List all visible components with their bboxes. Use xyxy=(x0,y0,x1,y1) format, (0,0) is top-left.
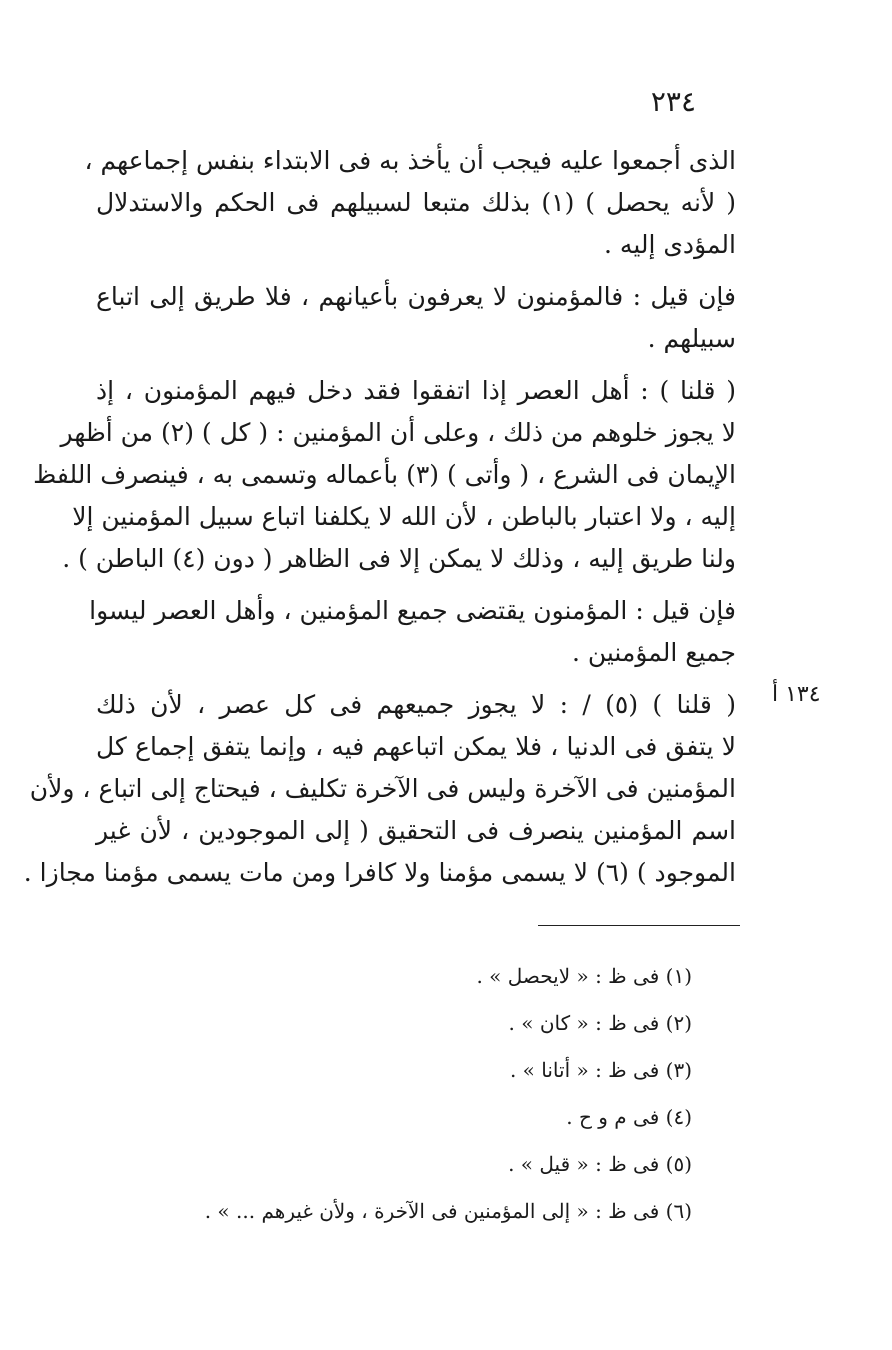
paragraph-4 xyxy=(89,590,736,674)
footnote-2: (٢) فى ظ : « كان » . xyxy=(508,1011,692,1035)
text-line: اسم المؤمنين ينصرف فى التحقيق ( إلى الموجودين ، لأن غير xyxy=(96,816,736,845)
footnote-divider xyxy=(538,925,740,926)
main-text xyxy=(23,140,736,904)
page-number: ٢٣٤ xyxy=(650,85,696,118)
text-line: فإن قيل : المؤمنون يقتضى جميع المؤمنين ، وأهل العصر ليسوا xyxy=(89,596,736,625)
text-line: سبيلهم . xyxy=(647,324,736,353)
footnote-5: (٥) فى ظ : « قيل » . xyxy=(508,1152,692,1176)
text-line: ( لأنه يحصل ) (١) بذلك متبعا لسبيلهم فى الحكم والاستدلال xyxy=(96,188,736,217)
text-line: ( قلنا ) : أهل العصر إذا اتفقوا فقد دخل فيهم المؤمنون ، إذ xyxy=(96,376,736,405)
footnote-4: (٤) فى م و ح . xyxy=(566,1105,692,1129)
text-line: جميع المؤمنين . xyxy=(571,638,736,667)
text-line: الموجود ) (٦) لا يسمى مؤمنا ولا كافرا ومن مات يسمى مؤمنا مجازا . xyxy=(23,858,736,887)
manuscript-folio-note: ١٣٤ أ xyxy=(772,682,821,707)
text-line: لا يتفق فى الدنيا ، فلا يمكن اتباعهم فيه ، وإنما يتفق إجماع كل xyxy=(96,732,736,761)
paragraph-5 xyxy=(23,684,736,894)
footnote-3: (٣) فى ظ : « أتانا » . xyxy=(509,1058,692,1082)
text-line: ( قلنا ) (٥) / : لا يجوز جميعهم فى كل عصر ، لأن ذلك xyxy=(96,690,736,719)
text-line: المؤمنين فى الآخرة وليس فى الآخرة تكليف ، فيحتاج إلى اتباع ، ولأن xyxy=(29,774,736,803)
text-line: لا يجوز خلوهم من ذلك ، وعلى أن المؤمنين : ( كل ) (٢) من أظهر xyxy=(60,418,736,447)
footnote-6: (٦) فى ظ : « إلى المؤمنين فى الآخرة ، ولأن غيرهم ... » . xyxy=(204,1199,692,1223)
text-line: الإيمان فى الشرع ، ( وأتى ) (٣) بأعماله وتسمى به ، فينصرف اللفظ xyxy=(33,460,736,489)
text-line: المؤدى إليه . xyxy=(604,230,736,259)
text-line: الذى أجمعوا عليه فيجب أن يأخذ به فى الابتداء بنفس إجماعهم ، xyxy=(84,146,736,175)
paragraph-3 xyxy=(33,370,736,580)
text-line: إليه ، ولا اعتبار بالباطن ، لأن الله لا يكلفنا اتباع سبيل المؤمنين إلا xyxy=(72,502,736,531)
paragraph-1 xyxy=(84,140,736,266)
text-line: فإن قيل : فالمؤمنون لا يعرفون بأعيانهم ، فلا طريق إلى اتباع xyxy=(96,282,736,311)
footnote-1: (١) فى ظ : « لايحصل » . xyxy=(476,964,692,988)
text-line: ولنا طريق إليه ، وذلك لا يمكن إلا فى الظاهر ( دون (٤) الباطن ) . xyxy=(62,544,736,573)
footnotes xyxy=(172,953,692,1235)
paragraph-2 xyxy=(96,276,736,360)
